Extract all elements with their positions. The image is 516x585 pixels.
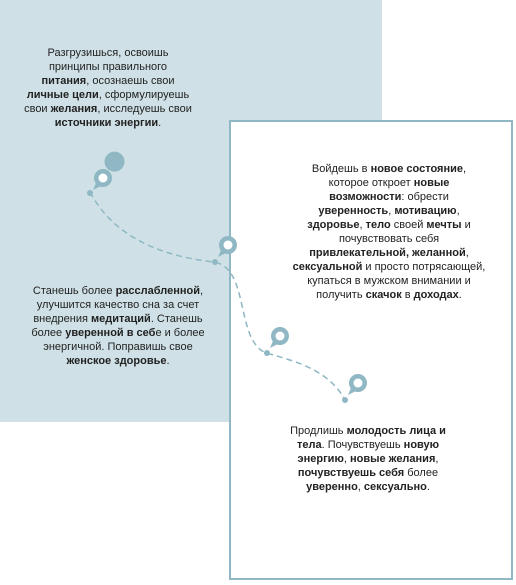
body-text: в — [401, 289, 414, 301]
body-text: , которое откроет — [328, 163, 467, 189]
body-text: , — [359, 219, 366, 231]
body-text: , исследуешь свои — [97, 103, 192, 115]
emphasis-text: питания — [41, 75, 87, 87]
body-text: своей — [390, 219, 427, 231]
body-text: и просто потрясающей, купаться в мужском внимании и получить — [307, 261, 486, 301]
body-text: . — [166, 355, 170, 367]
body-text: более — [404, 467, 439, 479]
emphasis-text: скачок — [365, 289, 402, 301]
emphasis-text: молодость лица и тела — [296, 425, 446, 451]
emphasis-text: доходах — [413, 289, 459, 301]
emphasis-text: уверенно — [306, 481, 358, 493]
text-block-youth — [278, 424, 458, 494]
body-text: , — [435, 453, 439, 465]
body-text: . Станешь более — [31, 313, 203, 339]
emphasis-text: новые возможности — [329, 177, 450, 203]
emphasis-text: привлекательной, желанной — [309, 247, 466, 259]
body-text: : обрести — [401, 191, 449, 203]
emphasis-text: личные цели — [26, 89, 99, 101]
body-text: , осознаешь свои — [86, 75, 175, 87]
body-text: и почувствовать себя — [338, 219, 471, 245]
body-text: , — [357, 481, 364, 493]
emphasis-text: желания — [50, 103, 98, 115]
body-text: Войдешь в — [311, 163, 371, 175]
emphasis-text: здоровье — [307, 219, 360, 231]
body-text: , — [456, 205, 460, 217]
body-text: , — [465, 247, 469, 259]
body-text: , — [343, 453, 350, 465]
emphasis-text: уверенность — [318, 205, 389, 217]
emphasis-text: сексуально — [363, 481, 427, 493]
location-pin-icon — [342, 374, 367, 403]
emphasis-text: новую энергию — [297, 439, 440, 465]
emphasis-text: уверенной в себ — [65, 327, 156, 339]
emphasis-text: почувствуешь себя — [297, 467, 405, 479]
text-block-relaxed — [26, 284, 210, 368]
emphasis-text: источники энергии — [54, 117, 159, 129]
body-text: Станешь более — [32, 285, 116, 297]
body-text: Разгрузишься, освоишь принципы правильного — [47, 47, 169, 73]
body-text: Продлишь — [290, 425, 347, 437]
body-text: . — [158, 117, 162, 129]
emphasis-text: новые желания — [349, 453, 436, 465]
emphasis-text: медитаций — [91, 313, 151, 325]
body-text: . — [458, 289, 462, 301]
emphasis-text: мотивацию — [394, 205, 457, 217]
body-text: , улучшится качество сна за счет внедрения — [33, 285, 204, 325]
emphasis-text: мечты — [426, 219, 462, 231]
body-text: , сформулируешь свои — [24, 89, 190, 115]
emphasis-text: сексуальной — [292, 261, 363, 273]
location-pin-icon — [87, 148, 128, 196]
location-pin-icon — [212, 236, 237, 265]
text-block-unload — [24, 46, 192, 130]
emphasis-text: женское здоровье — [66, 355, 167, 367]
location-pin-icon — [264, 327, 289, 356]
emphasis-text: новое состояние — [370, 163, 464, 175]
emphasis-text: расслабленной — [115, 285, 201, 297]
body-text: е и более энергичной. Поправишь свое — [43, 327, 205, 353]
body-text: . — [426, 481, 430, 493]
text-block-new-state — [292, 162, 486, 302]
body-text: , — [388, 205, 395, 217]
body-text: . Почувствуешь — [321, 439, 404, 451]
emphasis-text: тело — [365, 219, 391, 231]
